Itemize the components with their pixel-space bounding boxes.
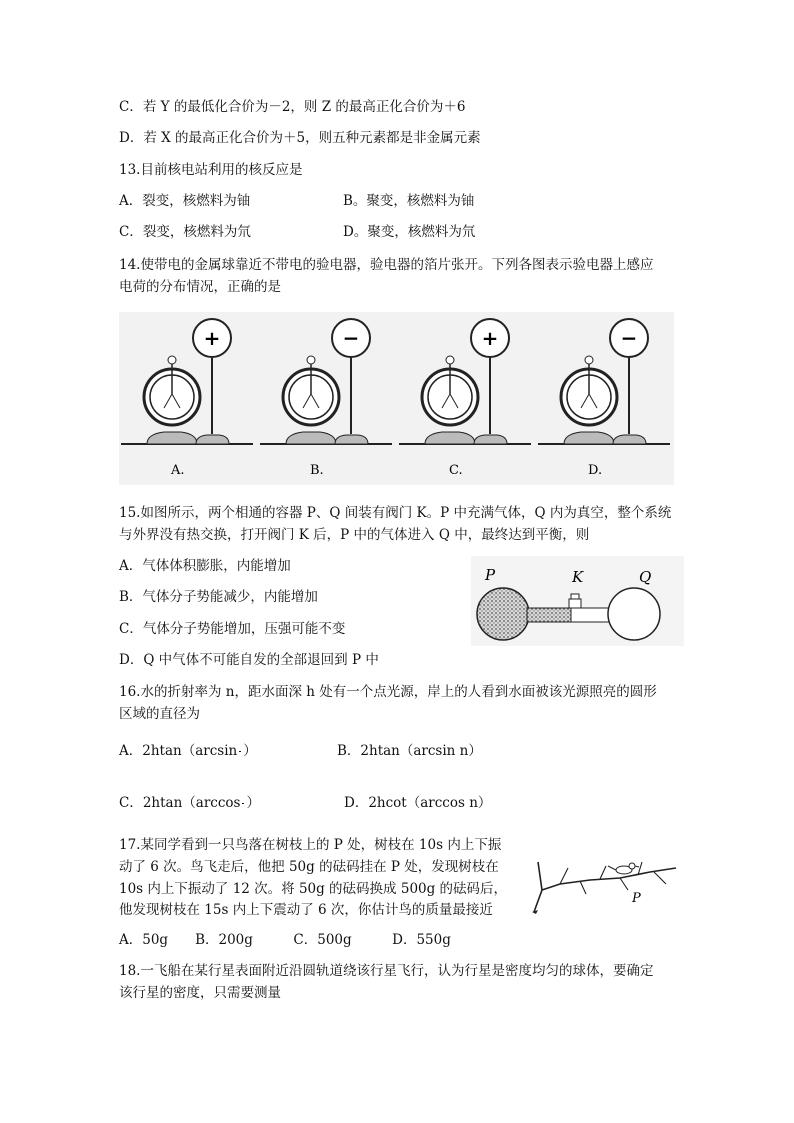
- panel-label-d: D.: [588, 463, 603, 478]
- q16-option-c-text: C．2htan（arccos: [119, 795, 241, 811]
- q18-stem-line1: 18.一飞船在某行星表面附近沿圆轨道绕该行星飞行，认为行星是密度均匀的球体，要确定: [119, 963, 654, 979]
- q12-option-d: D．若 X 的最高正化合价为＋5，则五种元素都是非金属元素: [119, 130, 481, 146]
- q15-option-c: C．气体分子势能增加，压强可能不变: [119, 621, 346, 637]
- fraction-numerator: [242, 803, 244, 804]
- q15-option-b: B．气体分子势能减少，内能增加: [119, 589, 318, 605]
- q15-option-d: D．Q 中气体不可能自发的全部退回到 P 中: [119, 652, 379, 668]
- label-q: Q: [639, 568, 652, 586]
- q15-option-a: A．气体体积膨胀，内能增加: [119, 558, 291, 574]
- fraction-numerator: [239, 751, 241, 752]
- ball-sign-d: −: [620, 326, 638, 350]
- q17-options: A．50g B．200g C．500g D．550g: [119, 932, 451, 948]
- q13-option-d: D。聚变，核燃料为氘: [343, 224, 476, 240]
- q13-option-b: B。聚变，核燃料为铀: [343, 193, 475, 209]
- q16-option-a-text: A．2htan（arcsin: [119, 743, 238, 759]
- panel-label-a: A.: [171, 463, 185, 478]
- ball-sign-a: +: [203, 326, 221, 350]
- q17-stem-line1: 17.某同学看到一只鸟落在树枝上的 P 处，树枝在 10s 内上下振: [119, 837, 502, 853]
- fraction-one-over-n: [242, 803, 244, 804]
- ball-sign-b: −: [342, 326, 360, 350]
- branch-point-label: P: [632, 891, 641, 906]
- q17-stem-line3: 10s 内上下振动了 12 次。将 50g 的砝码换成 500g 的砝码后，: [119, 881, 508, 897]
- q16-option-c: [119, 785, 260, 821]
- bird-branch-figure: [520, 850, 680, 920]
- q17-stem-line4: 他发现树枝在 15s 内上下震动了 6 次，你估计鸟的质量最接近: [119, 902, 493, 918]
- q16-stem-line1: 16.水的折射率为 n，距水面深 h 处有一个点光源，岸上的人看到水面被该光源照亮的圆形: [119, 684, 657, 700]
- q13-stem: 13.目前核电站利用的核反应是: [119, 162, 303, 178]
- q13-option-a: A．裂变，核燃料为铀: [119, 193, 251, 209]
- q14-stem-line1: 14.使带电的金属球靠近不带电的验电器，验电器的箔片张开。下列各图表示验电器上感应: [119, 257, 654, 273]
- q17-stem-line2: 动了 6 次。鸟飞走后，他把 50g 的砝码挂在 P 处，发现树枝在: [119, 859, 499, 875]
- q16-option-a: [119, 733, 257, 769]
- fraction-one-over-n: [239, 751, 241, 752]
- q16-option-b: B．2htan（arcsin n）: [337, 743, 482, 759]
- q16-stem-line2: 区域的直径为: [119, 706, 200, 722]
- label-k: K: [572, 568, 584, 586]
- q18-stem-line2: 该行星的密度，只需要测量: [119, 985, 281, 1001]
- panel-label-b: B.: [310, 463, 324, 478]
- ball-sign-c: +: [481, 326, 499, 350]
- q15-stem-line2: 与外界没有热交换，打开阀门 K 后，P 中的气体进入 Q 中，最终达到平衡，则: [119, 527, 590, 543]
- container-pq-figure: [471, 556, 684, 646]
- label-p: P: [485, 566, 496, 584]
- q14-stem-line2: 电荷的分布情况，正确的是: [119, 279, 281, 295]
- panel-label-c: C.: [449, 463, 463, 478]
- electroscope-figure: [119, 312, 674, 485]
- q16-option-c-close: ）: [246, 795, 260, 811]
- q13-option-c: C．裂变，核燃料为氘: [119, 224, 251, 240]
- q16-option-a-close: ）: [243, 743, 257, 759]
- q12-option-c: C．若 Y 的最低化合价为－2，则 Z 的最高正化合价为＋6: [119, 99, 466, 115]
- q15-stem-line1: 15.如图所示，两个相通的容器 P、Q 间装有阀门 K。P 中充满气体，Q 内为真空，整个系统: [119, 505, 672, 521]
- q16-option-d: D．2hcot（arccos n）: [344, 795, 492, 811]
